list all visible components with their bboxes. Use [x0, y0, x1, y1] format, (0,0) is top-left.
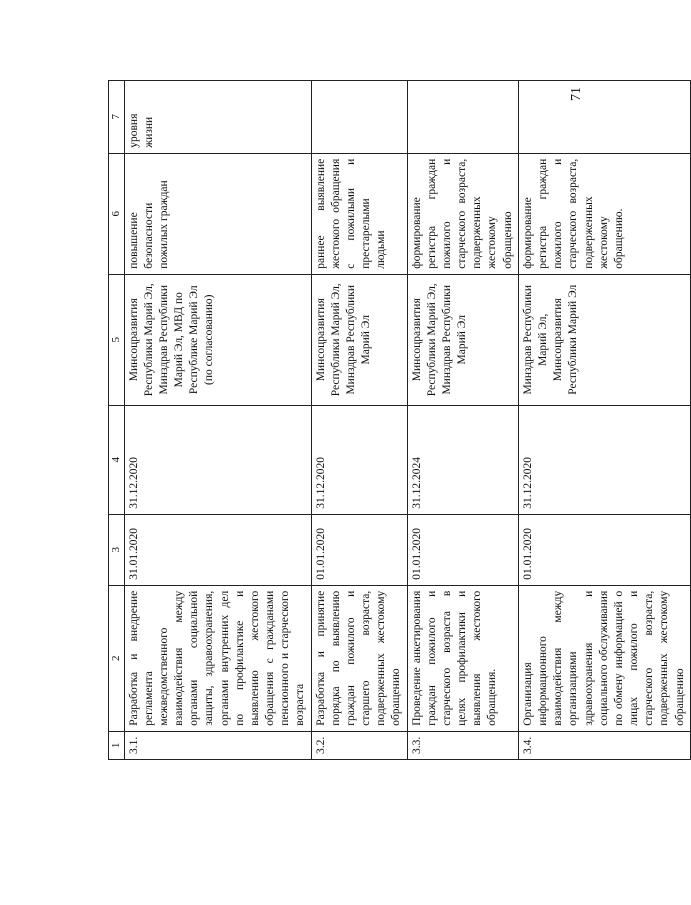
activity-cell: Разработка и принятие порядка по выявлению граждан пожилого и старшего возраста, подверженных жестокому обращению: [311, 585, 407, 731]
row-number: 3.4.: [518, 731, 690, 759]
column-header: 3: [109, 514, 125, 585]
table-header-row: [109, 80, 125, 759]
executors-cell: Минсоцразвития Республики Марий Эл, Минздрав Республики Марий Эл: [407, 274, 518, 405]
column-header: 2: [109, 585, 125, 731]
column-header: 7: [109, 80, 125, 153]
column-header: 6: [109, 153, 125, 274]
end-date-cell: 31.12.2020: [311, 405, 407, 514]
activity-cell: Организация информационного взаимодействия между организациями здравоохранения и социального обслуживания по обмену информацией о лицах пожилого и старческого возраста, подверженных жестокому обращению: [518, 585, 690, 731]
indicator-cell: [407, 80, 518, 153]
row-number: 3.3.: [407, 731, 518, 759]
end-date-cell: 31.12.2020: [518, 405, 690, 514]
result-cell: формирование регистра граждан пожилого и старческого возраста, подверженных жестокому обращению.: [518, 153, 690, 274]
action-plan-table: [108, 80, 691, 760]
column-header: 5: [109, 274, 125, 405]
result-cell: повышение безопасности пожилых граждан: [124, 153, 311, 274]
executors-cell: Минсоцразвития Республики Марий Эл, Минздрав Республики Марий Эл: [311, 274, 407, 405]
column-header: 1: [109, 731, 125, 759]
start-date-cell: 01.01.2020: [407, 514, 518, 585]
activity-cell: Разработка и внедрение регламента межведомственного взаимодействия между органами социальной защиты, здравоохранения, органами внутренних дел по профилактике и выявлению жестокого обращения с гражданами пенсионного и старческого возраста: [124, 585, 311, 731]
table-row: [124, 80, 311, 759]
table-row: [311, 80, 407, 759]
indicator-cell: [518, 80, 690, 153]
table-row: [518, 80, 690, 759]
start-date-cell: 01.01.2020: [518, 514, 690, 585]
result-cell: формирование регистра граждан пожилого и старческого возраста, подверженных жестокому обращению: [407, 153, 518, 274]
result-cell: раннее выявление жестокого обращения с пожилыми и престарелыми людьми: [311, 153, 407, 274]
activity-cell: Проведение анкетирования граждан пожилого и старческого возраста в целях профилактики и выявления жестокого обращения.: [407, 585, 518, 731]
indicator-cell: [311, 80, 407, 153]
page-number: 71: [569, 87, 584, 101]
indicator-cell: уровня жизни: [124, 80, 311, 153]
executors-cell: Минздрав Республики Марий Эл, Минсоцразвития Республики Марий Эл: [518, 274, 690, 405]
executors-cell: Минсоцразвития Республики Марий Эл, Минздрав Республики Марий Эл, МВД по Республике Марий Эл (по согласованию): [124, 274, 311, 405]
start-date-cell: 31.01.2020: [124, 514, 311, 585]
start-date-cell: 01.01.2020: [311, 514, 407, 585]
column-header: 4: [109, 405, 125, 514]
row-number: 3.2.: [311, 731, 407, 759]
row-number: 3.1.: [124, 731, 311, 759]
table-row: [407, 80, 518, 759]
end-date-cell: 31.12.2020: [124, 405, 311, 514]
end-date-cell: 31.12.2024: [407, 405, 518, 514]
